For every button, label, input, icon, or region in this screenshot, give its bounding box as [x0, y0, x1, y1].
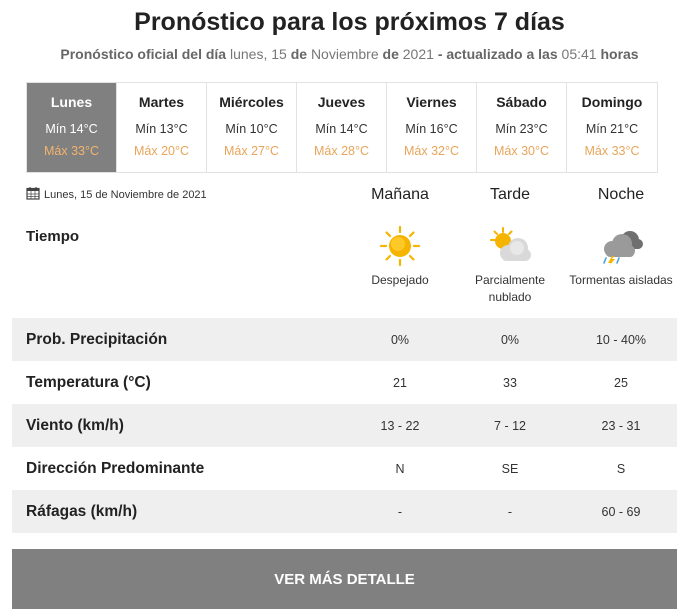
- row-temperatura: [12, 361, 677, 404]
- row-direccion-predominante: [12, 447, 677, 490]
- selected-date: [26, 186, 207, 203]
- row-value-manana: -: [397, 504, 403, 519]
- tab-day-miercoles[interactable]: [207, 83, 297, 172]
- period-header-tarde: Tarde: [489, 186, 531, 203]
- row-label: Viento (km/h): [26, 416, 124, 434]
- row-value-tarde: 33: [503, 375, 517, 390]
- day-max-temp: Máx 28°C: [313, 144, 370, 158]
- day-name: Viernes: [406, 94, 457, 110]
- row-value-tarde: 0%: [500, 332, 520, 347]
- day-name: Martes: [138, 94, 185, 110]
- weather-label: Tormentas aisladas: [569, 273, 673, 287]
- weather-row-label: Tiempo: [26, 228, 80, 245]
- row-value-manana: 0%: [390, 332, 410, 347]
- row-value-manana: 21: [393, 375, 407, 390]
- thunderstorm-icon: [566, 226, 676, 266]
- row-label: Dirección Predominante: [26, 459, 205, 477]
- weather-noche: [566, 226, 676, 289]
- period-header-noche: Noche: [597, 186, 645, 203]
- row-value-noche: 23 - 31: [601, 418, 641, 433]
- day-min-temp: Mín 14°C: [315, 122, 368, 136]
- weather-manana: [345, 226, 455, 289]
- day-min-temp: Mín 14°C: [45, 122, 98, 136]
- day-max-temp: Máx 33°C: [584, 144, 640, 158]
- day-name: Miércoles: [219, 94, 284, 110]
- row-prob-precipitacion: [12, 318, 677, 361]
- row-label: Temperatura (°C): [26, 373, 151, 391]
- partly-cloudy-icon: [455, 226, 565, 266]
- selected-date-text: Lunes, 15 de Noviembre de 2021: [44, 188, 207, 201]
- ver-mas-detalle-button[interactable]: VER MÁS DETALLE: [12, 549, 677, 609]
- row-label: Ráfagas (km/h): [26, 502, 138, 520]
- day-name: Sábado: [496, 94, 547, 110]
- row-value-tarde: -: [507, 504, 513, 519]
- row-value-noche: 10 - 40%: [595, 332, 647, 347]
- day-min-temp: Mín 21°C: [585, 122, 639, 136]
- tab-day-jueves[interactable]: [297, 83, 387, 172]
- day-name: Domingo: [581, 94, 643, 110]
- calendar-icon: [26, 186, 40, 203]
- day-min-temp: Mín 16°C: [405, 122, 458, 136]
- day-max-temp: Máx 32°C: [403, 144, 460, 158]
- row-rafagas: [12, 490, 677, 533]
- day-name: Jueves: [317, 94, 366, 110]
- day-min-temp: Mín 23°C: [495, 122, 548, 136]
- weather-tarde: [455, 226, 565, 306]
- tab-day-sabado[interactable]: [477, 83, 567, 172]
- row-value-manana: N: [395, 461, 405, 476]
- tab-day-lunes[interactable]: [27, 83, 117, 172]
- day-name: Lunes: [50, 94, 93, 110]
- period-header-manana: Mañana: [371, 186, 429, 203]
- tab-day-martes[interactable]: [117, 83, 207, 172]
- day-max-temp: Máx 27°C: [223, 144, 280, 158]
- row-value-noche: 60 - 69: [601, 504, 641, 519]
- sun-icon: [345, 226, 455, 266]
- row-value-noche: S: [616, 461, 626, 476]
- weather-label: Despejado: [371, 273, 429, 287]
- row-value-manana: 13 - 22: [380, 418, 420, 433]
- day-max-temp: Máx 30°C: [493, 144, 550, 158]
- row-value-tarde: SE: [501, 461, 519, 476]
- row-label: Prob. Precipitación: [26, 330, 168, 348]
- forecast-subtitle: Pronóstico oficial del día lunes, 15 de Noviembre de 2021 - actualizado a las 05:41 horas: [60, 46, 639, 62]
- row-value-noche: 25: [614, 375, 628, 390]
- row-value-tarde: 7 - 12: [494, 418, 526, 433]
- row-viento: [12, 404, 677, 447]
- day-max-temp: Máx 20°C: [133, 144, 190, 158]
- day-min-temp: Mín 13°C: [135, 122, 188, 136]
- day-max-temp: Máx 33°C: [43, 144, 100, 158]
- day-tabs: [26, 82, 658, 173]
- tab-day-viernes[interactable]: [387, 83, 477, 172]
- page-title: Pronóstico para los próximos 7 días: [134, 8, 565, 36]
- day-min-temp: Mín 10°C: [225, 122, 278, 136]
- tab-day-domingo[interactable]: [567, 83, 657, 172]
- weather-label: Parcialmente nublado: [474, 273, 546, 304]
